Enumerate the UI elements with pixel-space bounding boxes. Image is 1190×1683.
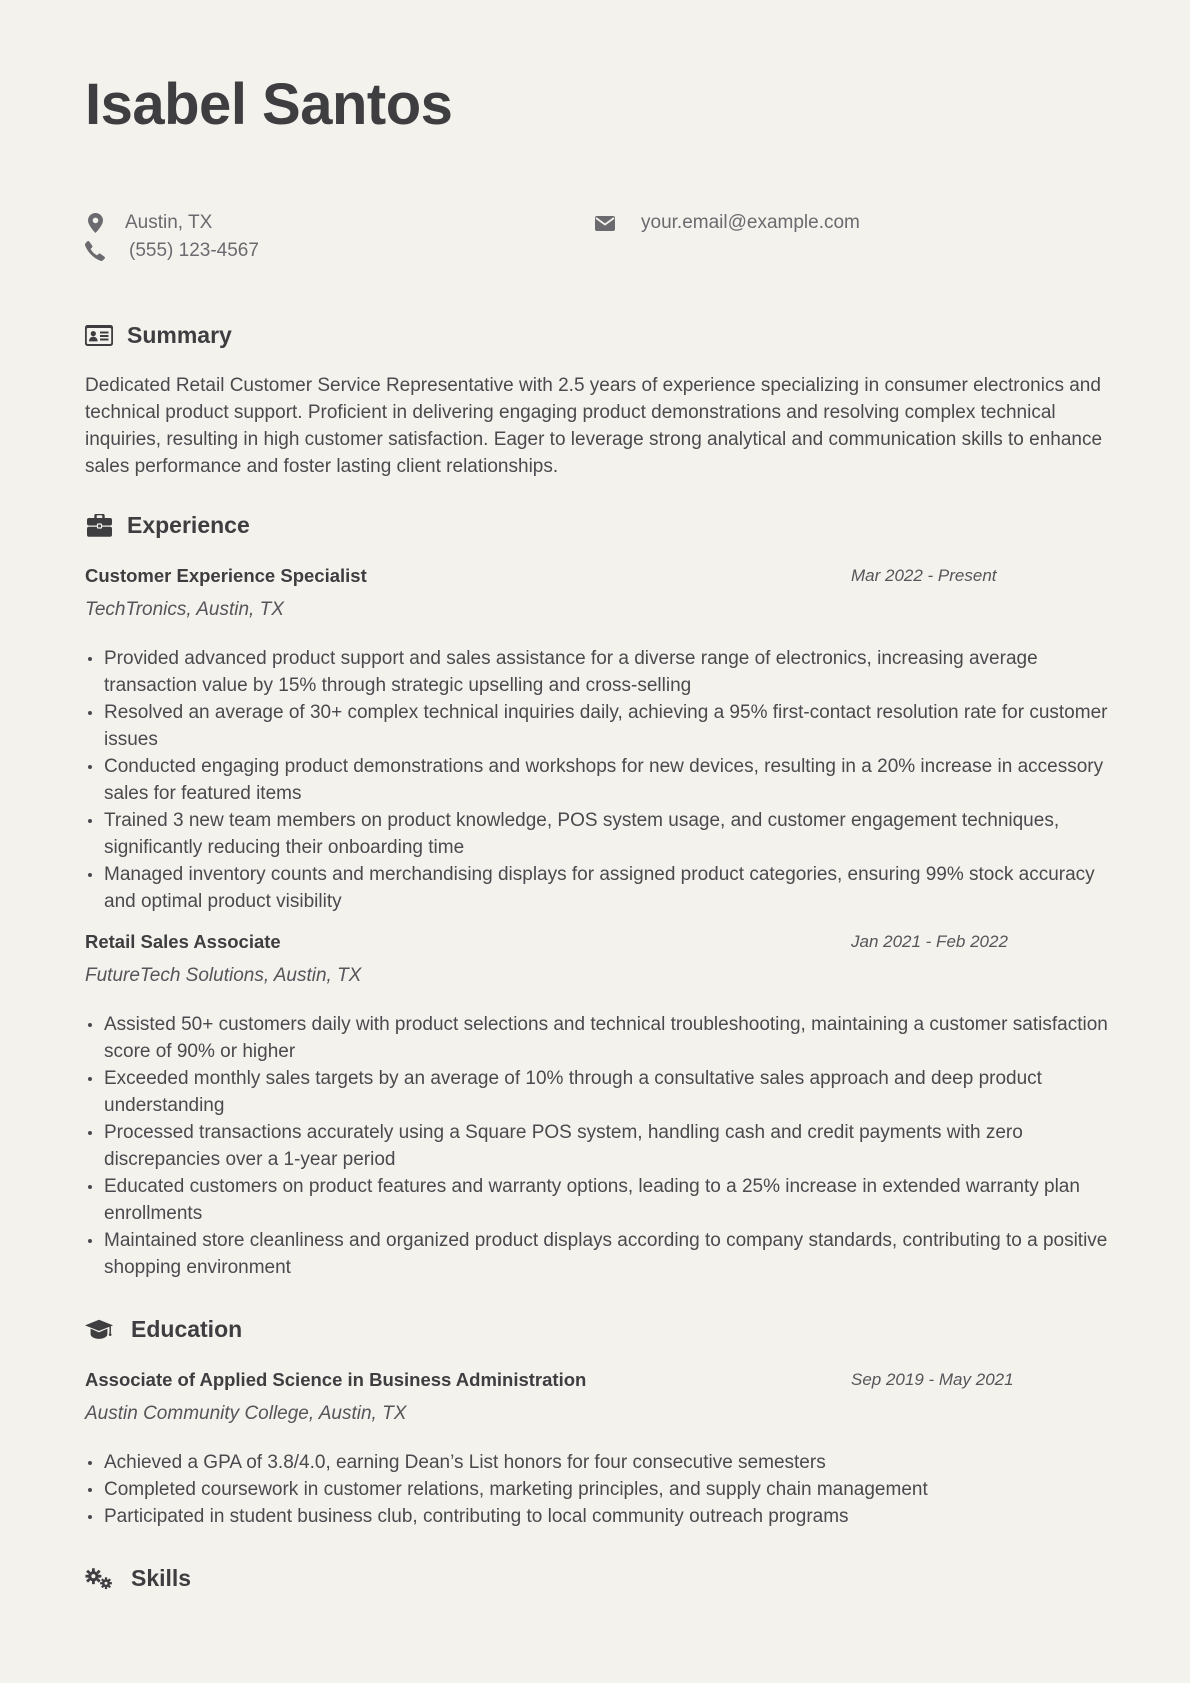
list-item: Managed inventory counts and merchandising displays for assigned product categories, ensuring 99% stock accuracy and optimal product visibility — [85, 861, 1110, 915]
experience-heading — [85, 512, 250, 539]
education-heading — [85, 1316, 242, 1343]
education-bullets — [85, 1449, 1110, 1530]
graduation-cap-icon — [85, 1317, 113, 1343]
contact-location — [85, 212, 212, 234]
job-bullets — [85, 1011, 1110, 1281]
gears-icon — [85, 1566, 113, 1592]
job-company: FutureTech Solutions, Austin, TX — [85, 965, 362, 986]
job-dates: Mar 2022 - Present — [851, 566, 997, 585]
contact-email — [595, 212, 860, 234]
degree-title: Associate of Applied Science in Business Administration — [85, 1369, 587, 1390]
education-dates: Sep 2019 - May 2021 — [851, 1370, 1014, 1389]
summary-heading-text: Summary — [127, 322, 232, 348]
contact-phone — [85, 240, 259, 262]
job-bullets — [85, 645, 1110, 915]
job-dates: Jan 2021 - Feb 2022 — [851, 932, 1008, 951]
education-heading-text: Education — [131, 1316, 243, 1342]
briefcase-icon — [85, 513, 113, 539]
job-company: TechTronics, Austin, TX — [85, 599, 284, 620]
phone-text: (555) 123-4567 — [129, 240, 259, 261]
id-card-icon — [85, 323, 113, 349]
list-item: Provided advanced product support and sales assistance for a diverse range of electronics, increasing average transaction value by 15% through strategic upselling and cross-selling — [85, 645, 1110, 699]
list-item: Educated customers on product features and warranty options, leading to a 25% increase in extended warranty plan enrollments — [85, 1173, 1110, 1227]
list-item: Achieved a GPA of 3.8/4.0, earning Dean’s List honors for four consecutive semesters — [85, 1449, 1110, 1476]
list-item: Completed coursework in customer relations, marketing principles, and supply chain management — [85, 1476, 1110, 1503]
envelope-icon — [595, 213, 615, 233]
job-title: Retail Sales Associate — [85, 931, 281, 952]
skills-heading-text: Skills — [131, 1565, 192, 1591]
school-name: Austin Community College, Austin, TX — [85, 1403, 407, 1424]
email-link[interactable]: your.email@example.com — [641, 212, 860, 233]
experience-heading-text: Experience — [127, 512, 250, 538]
location-text: Austin, TX — [125, 212, 213, 233]
list-item: Assisted 50+ customers daily with product selections and technical troubleshooting, maintaining a customer satisfaction score of 90% or higher — [85, 1011, 1110, 1065]
list-item: Exceeded monthly sales targets by an average of 10% through a consultative sales approach and deep product understanding — [85, 1065, 1110, 1119]
summary-heading — [85, 322, 232, 349]
list-item: Maintained store cleanliness and organized product displays according to company standards, contributing to a positive shopping environment — [85, 1227, 1110, 1281]
phone-icon — [85, 241, 105, 261]
list-item: Resolved an average of 30+ complex technical inquiries daily, achieving a 95% first-contact resolution rate for customer issues — [85, 699, 1110, 753]
list-item: Participated in student business club, contributing to local community outreach programs — [85, 1503, 1110, 1530]
map-marker-icon — [85, 213, 105, 233]
skills-heading — [85, 1565, 191, 1592]
job-title: Customer Experience Specialist — [85, 565, 367, 586]
candidate-name: Isabel Santos — [85, 72, 453, 137]
list-item: Processed transactions accurately using a Square POS system, handling cash and credit payments with zero discrepancies over a 1-year period — [85, 1119, 1110, 1173]
summary-text: Dedicated Retail Customer Service Representative with 2.5 years of experience specializing in consumer electronics and technical product support. Proficient in delivering engaging product demonstrations and resolving complex technical inquiries, resulting in high customer satisfaction. Eager to leverage strong analytical and communication skills to enhance sales performance and foster lasting client relationships. — [85, 375, 1103, 477]
list-item: Conducted engaging product demonstrations and workshops for new devices, resulting in a 20% increase in accessory sales for featured items — [85, 753, 1110, 807]
list-item: Trained 3 new team members on product knowledge, POS system usage, and customer engagement techniques, significantly reducing their onboarding time — [85, 807, 1110, 861]
